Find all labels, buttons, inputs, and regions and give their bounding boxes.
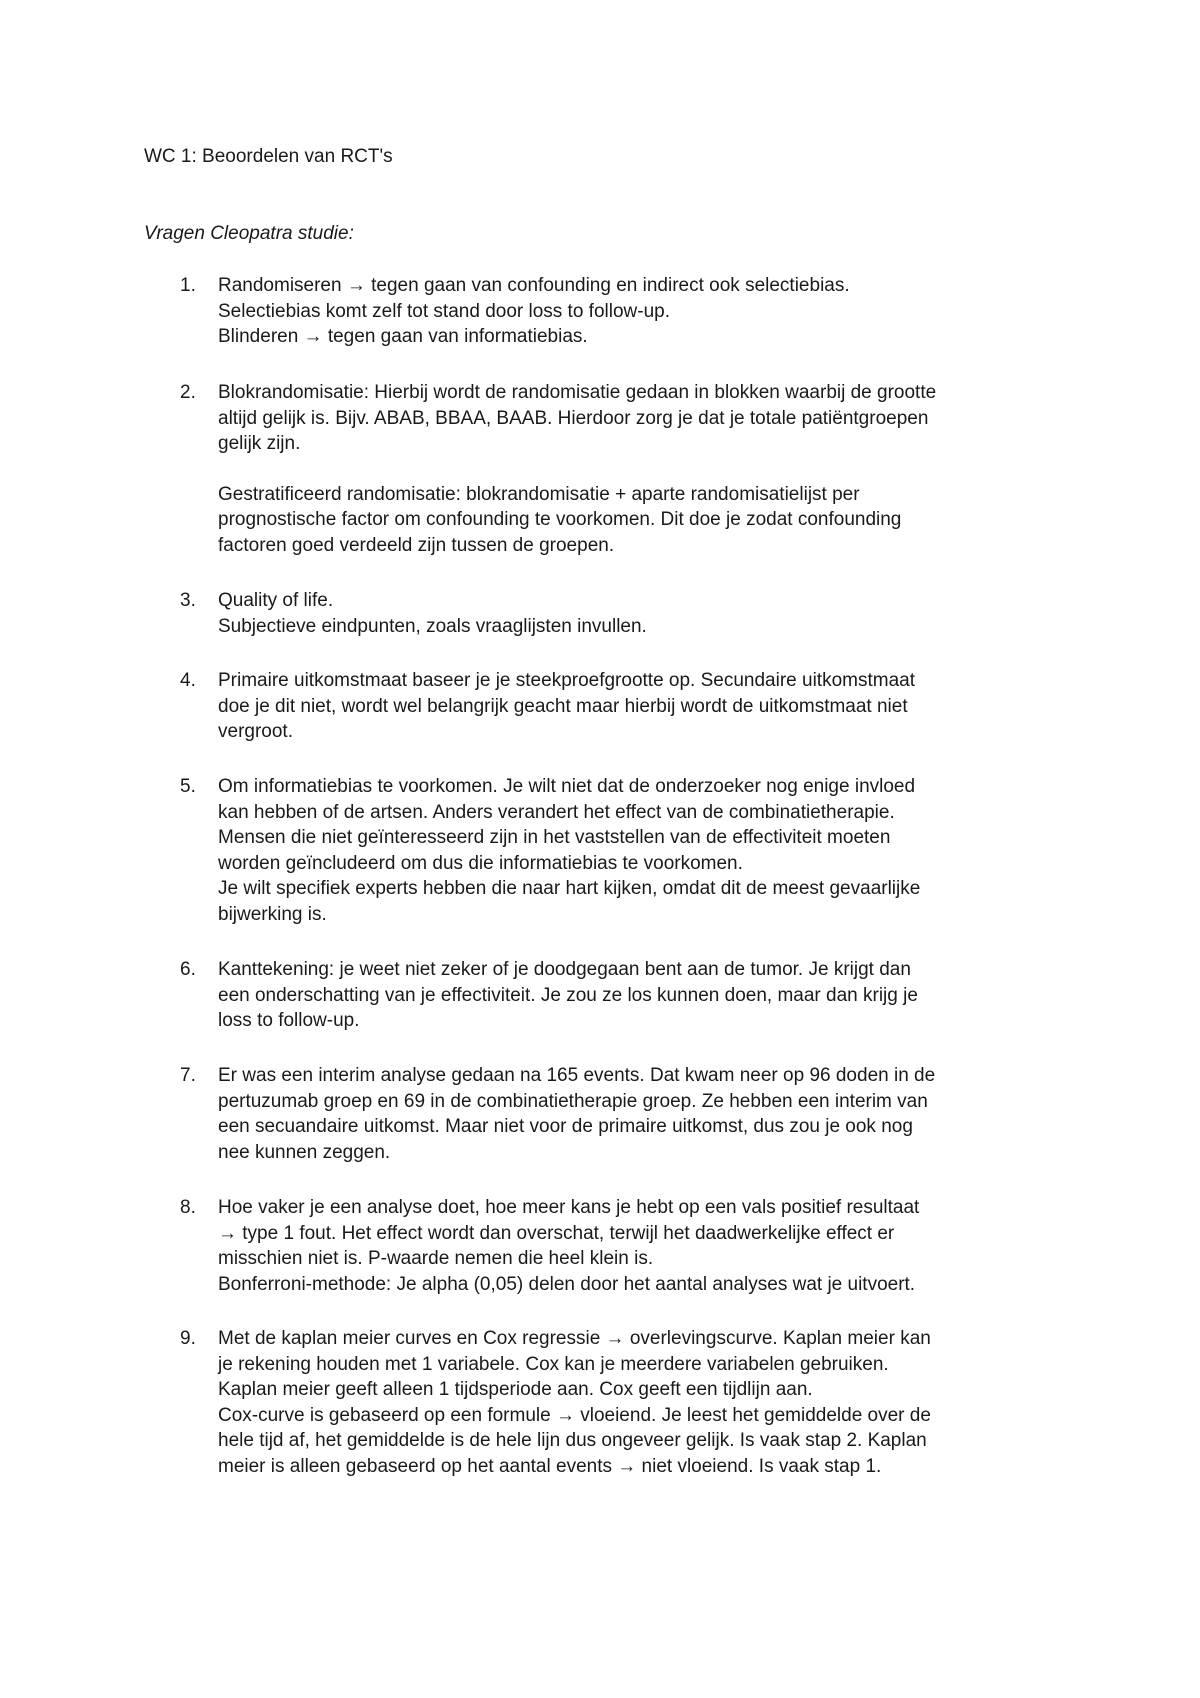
text-line: Randomiseren → tegen gaan van confounding en indirect ook selectiebias. bbox=[218, 275, 850, 296]
text-line: Primaire uitkomstmaat baseer je je steekproefgrootte op. Secundaire uitkomstmaat bbox=[218, 670, 915, 691]
text-line: bijwerking is. bbox=[218, 903, 327, 925]
text-line: misschien niet is. P-waarde nemen die heel klein is. bbox=[218, 1248, 654, 1269]
text-line: kan hebben of de artsen. Anders verandert het effect van de combinatietherapie. bbox=[218, 801, 895, 823]
text-line: worden geïncludeerd om dus die informatiebias te voorkomen. bbox=[218, 852, 743, 874]
item-number: 8. bbox=[180, 1197, 196, 1218]
text-line: Cox-curve is gebaseerd op een formule → vloeiend. Je leest het gemiddelde over de bbox=[218, 1404, 931, 1426]
item-number: 5. bbox=[180, 776, 196, 797]
text-line: Mensen die niet geïnteresseerd zijn in het vaststellen van de effectiviteit moeten bbox=[218, 827, 891, 848]
item-text bbox=[218, 380, 1078, 558]
section-subtitle: Vragen Cleopatra studie: bbox=[144, 223, 354, 244]
text-line: loss to follow-up. bbox=[218, 1010, 360, 1031]
text-line: Quality of life. bbox=[218, 590, 334, 611]
text-line: Blinderen → tegen gaan van informatiebias. bbox=[218, 326, 588, 347]
item-number: 1. bbox=[180, 275, 196, 296]
text-line: Om informatiebias te voorkomen. Je wilt niet dat de onderzoeker nog enige invloed bbox=[218, 776, 916, 797]
text-line: → type 1 fout. Het effect wordt dan overschat, terwijl het daadwerkelijke effect er bbox=[218, 1222, 895, 1244]
item-number: 6. bbox=[180, 959, 196, 980]
text-line: Hoe vaker je een analyse doet, hoe meer kans je hebt op een vals positief resultaat bbox=[218, 1197, 920, 1218]
text-line: prognostische factor om confounding te voorkomen. Dit doe je zodat confounding bbox=[218, 509, 902, 530]
text-line: hele tijd af, het gemiddelde is de hele lijn dus ongeveer gelijk. Is vaak stap 2. Kaplan bbox=[218, 1430, 927, 1451]
text-line: Bonferroni-methode: Je alpha (0,05) delen door het aantal analyses wat je uitvoert. bbox=[218, 1273, 916, 1295]
text-line: gelijk zijn. bbox=[218, 433, 301, 454]
text-line: Met de kaplan meier curves en Cox regressie → overlevingscurve. Kaplan meier kan bbox=[218, 1328, 931, 1349]
item-number: 7. bbox=[180, 1065, 196, 1086]
item-text bbox=[218, 668, 1078, 745]
text-line: factoren goed verdeeld zijn tussen de groepen. bbox=[218, 534, 615, 556]
text-line: Je wilt specifiek experts hebben die naar hart kijken, omdat dit de meest gevaarlijke bbox=[218, 878, 921, 899]
text-line: Selectiebias komt zelf tot stand door loss to follow-up. bbox=[218, 300, 671, 322]
item-number: 3. bbox=[180, 590, 196, 611]
text-line: Kaplan meier geeft alleen 1 tijdsperiode aan. Cox geeft een tijdlijn aan. bbox=[218, 1379, 813, 1400]
text-line: nee kunnen zeggen. bbox=[218, 1141, 391, 1163]
item-number: 9. bbox=[180, 1328, 196, 1349]
text-line: je rekening houden met 1 variabele. Cox kan je meerdere variabelen gebruiken. bbox=[218, 1353, 889, 1375]
text-line: Er was een interim analyse gedaan na 165 events. Dat kwam neer op 96 doden in de bbox=[218, 1065, 936, 1086]
item-text bbox=[218, 1063, 1078, 1165]
text-line: Kanttekening: je weet niet zeker of je doodgegaan bent aan de tumor. Je krijgt dan bbox=[218, 959, 911, 980]
text-line: altijd gelijk is. Bijv. ABAB, BBAA, BAAB. Hierdoor zorg je dat je totale patiëntgroepen bbox=[218, 407, 929, 429]
page-title: WC 1: Beoordelen van RCT's bbox=[144, 146, 393, 167]
text-line: een secuandaire uitkomst. Maar niet voor de primaire uitkomst, dus zou je ook nog bbox=[218, 1116, 913, 1137]
item-text bbox=[218, 774, 1078, 927]
item-text bbox=[218, 273, 1078, 350]
text-line: meier is alleen gebaseerd op het aantal events → niet vloeiend. Is vaak stap 1. bbox=[218, 1455, 882, 1477]
item-text bbox=[218, 588, 1078, 639]
text-line: doe je dit niet, wordt wel belangrijk geacht maar hierbij wordt de uitkomstmaat niet bbox=[218, 695, 908, 717]
text-line: pertuzumab groep en 69 in de combinatietherapie groep. Ze hebben een interim van bbox=[218, 1090, 928, 1112]
text-line: Subjectieve eindpunten, zoals vraaglijsten invullen. bbox=[218, 615, 647, 637]
item-text bbox=[218, 1195, 1078, 1297]
text-line: een onderschatting van je effectiviteit. Je zou ze los kunnen doen, maar dan krijg je bbox=[218, 984, 918, 1006]
item-number: 2. bbox=[180, 382, 196, 403]
item-text bbox=[218, 1326, 1078, 1479]
item-number: 4. bbox=[180, 670, 196, 691]
text-line: Gestratificeerd randomisatie: blokrandomisatie + aparte randomisatielijst per bbox=[218, 483, 860, 505]
text-line: Blokrandomisatie: Hierbij wordt de randomisatie gedaan in blokken waarbij de grootte bbox=[218, 382, 937, 403]
item-text bbox=[218, 957, 1078, 1034]
text-line: vergroot. bbox=[218, 721, 293, 742]
